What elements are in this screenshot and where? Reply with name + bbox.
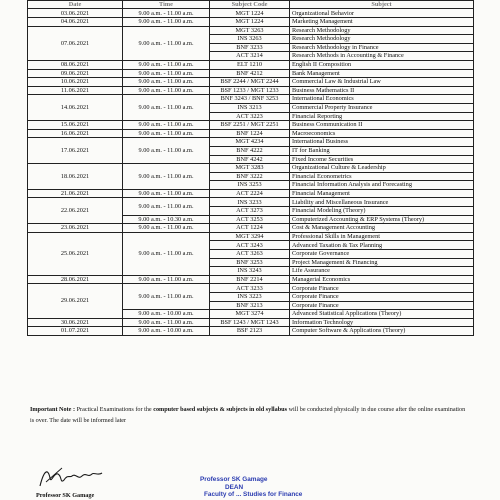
subject-name: Corporate Finance	[290, 293, 474, 302]
table-row	[28, 26, 474, 35]
exam-time: 9.00 a.m. - 11.00 a.m.	[123, 275, 210, 284]
subject-name: Advanced Taxation & Tax Planning	[290, 241, 474, 250]
header-date: Date	[28, 1, 123, 9]
subject-code: BNF 4212	[210, 69, 290, 78]
subject-name: Project Management & Financing	[290, 258, 474, 267]
subject-code: MGT 3274	[210, 310, 290, 319]
subject-name: Corporate Finance	[290, 284, 474, 293]
exam-time: 9.00 a.m. - 11.00 a.m.	[123, 9, 210, 18]
table-row	[28, 164, 474, 173]
exam-date: 25.06.2021	[28, 232, 123, 275]
subject-code: ACT 3214	[210, 52, 290, 61]
header-code: Subject Code	[210, 1, 290, 9]
subject-name: Research Methodology	[290, 35, 474, 44]
exam-time: 9.00 a.m. - 11.00 a.m.	[123, 189, 210, 198]
subject-code: MGT 3263	[210, 26, 290, 35]
exam-date: 30.06.2021	[28, 318, 123, 327]
subject-code: BSF 1233 / MGT 1233	[210, 86, 290, 95]
exam-date: 16.06.2021	[28, 129, 123, 138]
subject-name: Financial Modeling (Theory)	[290, 207, 474, 216]
exam-timetable	[27, 0, 473, 336]
subject-code: INS 3213	[210, 103, 290, 112]
exam-time: 9.00 a.m. - 11.00 a.m.	[123, 318, 210, 327]
subject-code: MGT 3294	[210, 232, 290, 241]
exam-time: 9.00 a.m. - 11.00 a.m.	[123, 129, 210, 138]
table-header-row	[28, 1, 474, 9]
exam-time: 9.00 a.m. - 10.00 a.m.	[123, 310, 210, 319]
subject-code: BNF 3253	[210, 258, 290, 267]
exam-time: 9.00 a.m. - 10.30 a.m.	[123, 215, 210, 224]
exam-time: 9.00 a.m. - 11.00 a.m.	[123, 18, 210, 27]
subject-name: Research Methodology in Finance	[290, 43, 474, 52]
subject-name: Organizational Behavior	[290, 9, 474, 18]
header-subject: Subject	[290, 1, 474, 9]
table-row	[28, 224, 474, 233]
subject-name: IT for Banking	[290, 146, 474, 155]
subject-code: BNF 3222	[210, 172, 290, 181]
subject-name: Computerized Accounting & ERP Systems (Theory)	[290, 215, 474, 224]
exam-time: 9.00 a.m. - 11.00 a.m.	[123, 78, 210, 87]
subject-name: Commercial Law & Industrial Law	[290, 78, 474, 87]
table-row	[28, 198, 474, 207]
exam-date: 28.06.2021	[28, 275, 123, 284]
subject-name: International Business	[290, 138, 474, 147]
subject-name: Business Mathematics II	[290, 86, 474, 95]
subject-code: ACT 3223	[210, 112, 290, 121]
note-label: Important Note :	[30, 406, 76, 413]
subject-name: Macroeconomics	[290, 129, 474, 138]
table-row	[28, 232, 474, 241]
subject-name: Financial Information Analysis and Forecasting	[290, 181, 474, 190]
table-row	[28, 86, 474, 95]
exam-date: 23.06.2021	[28, 224, 123, 233]
exam-time: 9.00 a.m. - 11.00 a.m.	[123, 284, 210, 310]
stamp-line-3: Faculty of ... Studies for Finance	[204, 491, 303, 498]
subject-code: BNF 4222	[210, 146, 290, 155]
note-bold: computer based subjects & subjects in old syllabus	[153, 406, 288, 413]
subject-name: Marketing Management	[290, 18, 474, 27]
subject-name: Professional Skills in Management	[290, 232, 474, 241]
note-text-1: Practical Examinations for the	[76, 406, 154, 413]
exam-time: 9.00 a.m. - 11.00 a.m.	[123, 138, 210, 164]
subject-code: ELT 1210	[210, 60, 290, 69]
exam-date: 04.06.2021	[28, 18, 123, 27]
subject-code: BSF 2251 / MGT 2251	[210, 121, 290, 130]
important-note	[30, 405, 470, 426]
subject-code: ACT 3243	[210, 241, 290, 250]
subject-code: MGT 1224	[210, 18, 290, 27]
subject-name: Computer Software & Applications (Theory)	[290, 327, 474, 336]
exam-date: 17.06.2021	[28, 138, 123, 164]
subject-code: ACT 3253	[210, 215, 290, 224]
table-row	[28, 95, 474, 104]
table-row	[28, 318, 474, 327]
table-row	[28, 327, 474, 336]
subject-name: Commercial Property Insurance	[290, 103, 474, 112]
subject-code: MGT 4234	[210, 138, 290, 147]
exam-date: 01.07.2021	[28, 327, 123, 336]
subject-code: BNF 3233	[210, 43, 290, 52]
exam-date: 07.06.2021	[28, 26, 123, 60]
exam-date: 21.06.2021	[28, 189, 123, 198]
table-row	[28, 69, 474, 78]
header-time: Time	[123, 1, 210, 9]
table-row	[28, 121, 474, 130]
table-row	[28, 9, 474, 18]
stamp-line-1: Professor SK Gamage	[200, 476, 268, 483]
exam-time: 9.00 a.m. - 11.00 a.m.	[123, 86, 210, 95]
subject-code: MGT 1224	[210, 9, 290, 18]
subject-code: ACT 1224	[210, 224, 290, 233]
exam-time: 9.00 a.m. - 11.00 a.m.	[123, 232, 210, 275]
subject-name: Corporate Finance	[290, 301, 474, 310]
exam-date: 15.06.2021	[28, 121, 123, 130]
subject-name: Financial Reporting	[290, 112, 474, 121]
subject-code: BNF 2214	[210, 275, 290, 284]
exam-date: 22.06.2021	[28, 198, 123, 224]
table-row	[28, 138, 474, 147]
subject-code: ACT 3263	[210, 250, 290, 259]
subject-name: Business Communication II	[290, 121, 474, 130]
subject-code: ACT 2224	[210, 189, 290, 198]
subject-name: Cost & Management Accounting	[290, 224, 474, 233]
subject-name: Life Assurance	[290, 267, 474, 276]
subject-code: BSF 2244 / MGT 2244	[210, 78, 290, 87]
exam-date: 14.06.2021	[28, 95, 123, 121]
exam-time: 9.00 a.m. - 11.00 a.m.	[123, 26, 210, 60]
subject-name: Corporate Governance	[290, 250, 474, 259]
exam-date: 09.06.2021	[28, 69, 123, 78]
exam-time: 9.00 a.m. - 11.00 a.m.	[123, 164, 210, 190]
subject-code: ACT 3273	[210, 207, 290, 216]
subject-name: International Economics	[290, 95, 474, 104]
exam-date: 10.06.2021	[28, 78, 123, 87]
subject-code: BNF 3243 / BNF 3253	[210, 95, 290, 104]
subject-code: INS 3263	[210, 35, 290, 44]
subject-name: Fixed Income Securities	[290, 155, 474, 164]
table-row	[28, 275, 474, 284]
subject-code: INS 3253	[210, 181, 290, 190]
subject-name: Research Methodology	[290, 26, 474, 35]
exam-date: 03.06.2021	[28, 9, 123, 18]
subject-name: Liability and Miscellaneous Insurance	[290, 198, 474, 207]
signature-block	[36, 464, 156, 500]
subject-name: Information Technology	[290, 318, 474, 327]
exam-date: 11.06.2021	[28, 86, 123, 95]
table-row	[28, 129, 474, 138]
exam-time: 9.00 a.m. - 11.00 a.m.	[123, 121, 210, 130]
table-row	[28, 78, 474, 87]
subject-name: Managerial Economics	[290, 275, 474, 284]
subject-code: INS 3223	[210, 293, 290, 302]
table-row	[28, 189, 474, 198]
note-text-2: will be conducted physically in due course after the online examination is over. The date will be informed later	[30, 406, 466, 424]
subject-code: BSF 1243 / MGT 1243	[210, 318, 290, 327]
subject-name: Financial Econometrics	[290, 172, 474, 181]
subject-code: INS 3243	[210, 267, 290, 276]
exam-time: 9.00 a.m. - 10.00 a.m.	[123, 327, 210, 336]
subject-code: BSF 2123	[210, 327, 290, 336]
subject-name: Advanced Statistical Applications (Theory)	[290, 310, 474, 319]
subject-code: BNF 1224	[210, 129, 290, 138]
subject-code: BNF 3213	[210, 301, 290, 310]
exam-time: 9.00 a.m. - 11.00 a.m.	[123, 198, 210, 215]
table-row	[28, 60, 474, 69]
subject-code: ACT 3233	[210, 284, 290, 293]
table-row	[28, 284, 474, 293]
exam-date: 08.06.2021	[28, 60, 123, 69]
subject-name: Bank Management	[290, 69, 474, 78]
signatory-name: Professor SK Gamage	[36, 492, 95, 499]
exam-time: 9.00 a.m. - 11.00 a.m.	[123, 95, 210, 121]
subject-name: English II Composition	[290, 60, 474, 69]
subject-code: MGT 3283	[210, 164, 290, 173]
subject-name: Research Methods in Accounting & Finance	[290, 52, 474, 61]
table-row	[28, 18, 474, 27]
stamp-line-2: DEAN	[225, 483, 244, 491]
exam-time: 9.00 a.m. - 11.00 a.m.	[123, 60, 210, 69]
timetable-table	[27, 0, 474, 336]
exam-date: 18.06.2021	[28, 164, 123, 190]
exam-date: 29.06.2021	[28, 284, 123, 318]
exam-time: 9.00 a.m. - 11.00 a.m.	[123, 224, 210, 233]
exam-time: 9.00 a.m. - 11.00 a.m.	[123, 69, 210, 78]
subject-name: Financial Management	[290, 189, 474, 198]
subject-name: Organizational Culture & Leadership	[290, 164, 474, 173]
subject-code: INS 3233	[210, 198, 290, 207]
handwritten-signature	[36, 464, 106, 492]
dean-stamp	[200, 476, 340, 499]
subject-code: BNF 4242	[210, 155, 290, 164]
